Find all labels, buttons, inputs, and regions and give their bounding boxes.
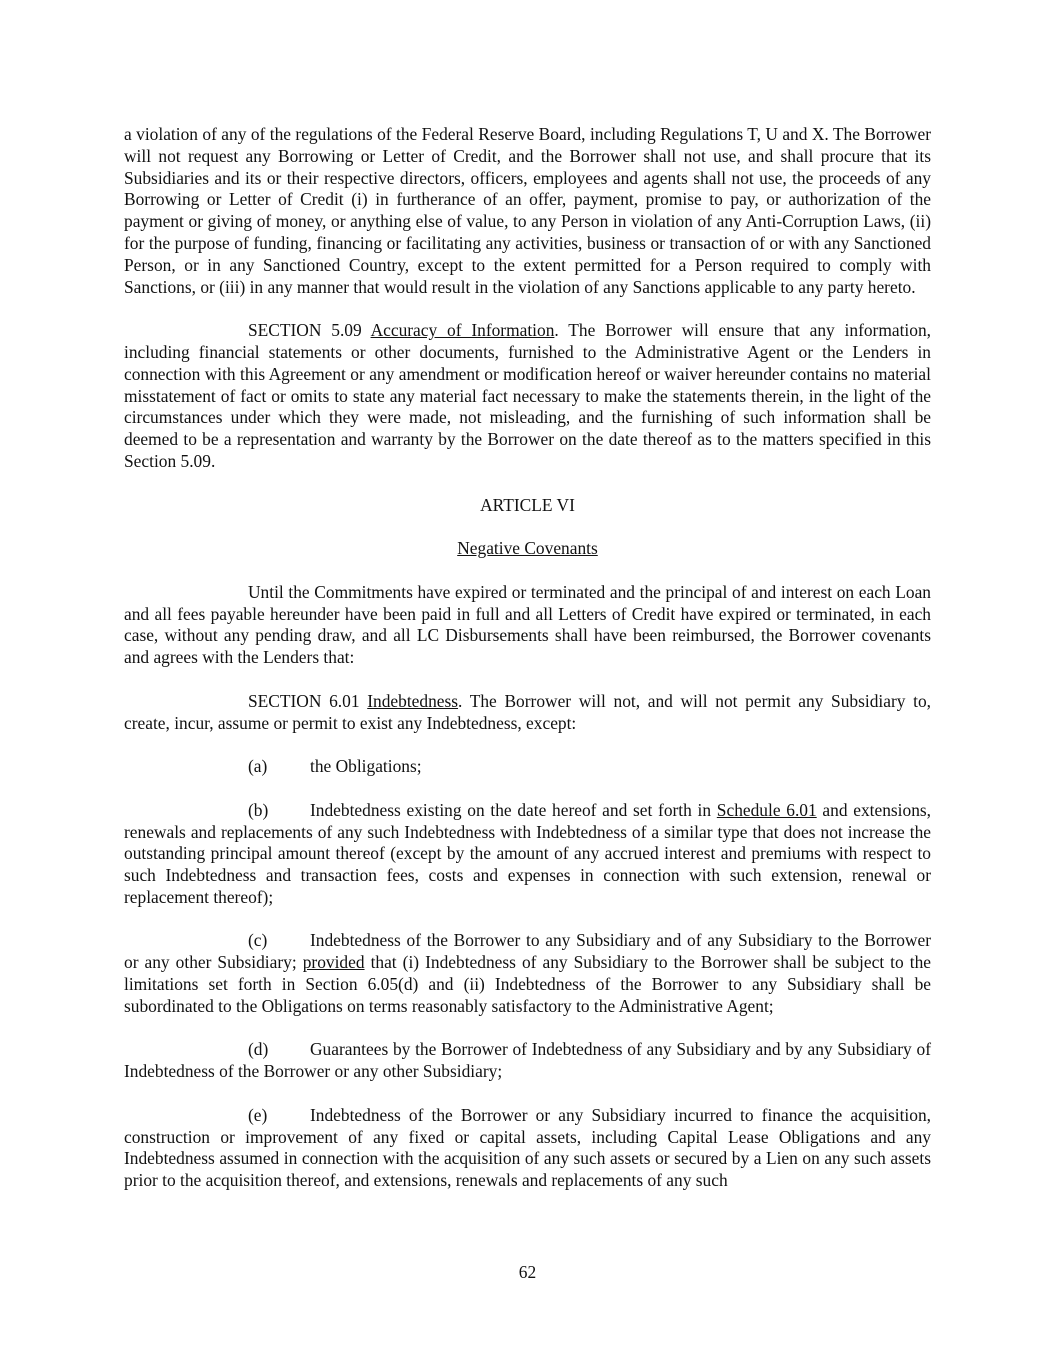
article-title [124, 538, 931, 560]
document-page [124, 124, 931, 1214]
clause-e [124, 1105, 931, 1192]
clause-d [124, 1039, 931, 1083]
article-heading: ARTICLE VI [480, 494, 575, 515]
page-number: 62 [518, 1262, 537, 1282]
article-intro: Until the Commitments have expired or terminated and the principal of and interest on each Loan and all fees payable hereunder have been paid in full and all Letters of Credit have expired or terminated, in each case, without any pending draw, and all LC Disbursements shall have been reimbursed, the Borrower covenants and agrees with the Lenders that: [124, 581, 931, 668]
article-title-text: Negative Covenants [457, 538, 598, 559]
clause-e-text: Indebtedness of the Borrower or any Subsidiary incurred to finance the acquisition, construction or improvement of any fixed or capital assets, including Capital Lease Obligations and any Indebtedness assumed in connection with the acquisition of any such assets or secured by a Lien on any such assets prior to the acquisition thereof, and extensions, renewals and replacements of any such [124, 1104, 931, 1191]
clause-c-text-2: that (i) Indebtedness of any Subsidiary to the Borrower shall be subject to the limitations set forth in Section 6.05(d) and (ii) Indebtedness of the Borrower to any Subsidiary shall be subordinated to the Obligations on terms reasonably satisfactory to the Administrative Agent; [124, 952, 931, 1016]
section-5-09-body: . The Borrower will ensure that any information, including financial statements or other documents, furnished to the Administrative Agent or the Lenders in connection with this Agreement or any amendment or modification hereof or waiver hereunder contains no material misstatement of fact or omits to state any material fact necessary to make the statements therein, in the light of the circumstances under which they were made, not misleading, and the furnishing of such information shall be deemed to be a representation and warranty by the Borrower on the date thereof as to the matters specified in this Section 5.09. [124, 320, 931, 471]
section-6-01-label: SECTION 6.01 [248, 690, 360, 711]
clause-b-label: (b) [248, 799, 269, 820]
clause-d-text: Guarantees by the Borrower of Indebtedness of any Subsidiary and by any Subsidiary of Indebtedness of the Borrower or any other Subsidiary; [124, 1039, 931, 1082]
section-5-09-title: Accuracy of Information [370, 320, 555, 341]
section-6-01-title: Indebtedness [367, 690, 459, 711]
clause-b [124, 800, 931, 909]
section-5-09 [124, 320, 931, 473]
clause-a-label: (a) [248, 756, 268, 777]
section-5-09-label: SECTION 5.09 [248, 320, 362, 341]
clause-e-label: (e) [248, 1104, 268, 1125]
clause-b-text-2: and extensions, renewals and replacements of any such Indebtedness with Indebtedness of a similar type that does not increase the outstanding principal amount thereof (except by the amount of any accrued interest and premiums with respect to such Indebtedness and transaction fees, costs and expenses in connection with such extension, renewal or replacement thereof); [124, 799, 932, 907]
clause-a [124, 756, 931, 778]
clause-d-label: (d) [248, 1039, 269, 1060]
clause-b-text-1: Indebtedness existing on the date hereof and set forth in [310, 799, 717, 820]
schedule-6-01-link: Schedule 6.01 [716, 799, 817, 820]
clause-c [124, 930, 931, 1017]
section-6-01-body: . The Borrower will not, and will not permit any Subsidiary to, create, incur, assume or permit to exist any Indebtedness, except: [124, 690, 931, 733]
clause-c-provided: provided [302, 952, 365, 973]
clause-a-text: the Obligations; [310, 756, 422, 777]
paragraph-use-of-proceeds: a violation of any of the regulations of the Federal Reserve Board, including Regulations T, U and X. The Borrower will not request any Borrowing or Letter of Credit, and the Borrower shall not use, and shall procure that its Subsidiaries and its or their respective directors, officers, employees and agents shall not use, the proceeds of any Borrowing or Letter of Credit (i) in furtherance of an offer, payment, promise to pay, or authorization of the payment or giving of money, or anything else of value, to any Person in violation of any Anti-Corruption Laws, (ii) for the purpose of funding, financing or facilitating any activities, business or transaction of or with any Sanctioned Person, or in any Sanctioned Country, except to the extent permitted for a Person required to comply with Sanctions, or (iii) in any manner that would result in the violation of any Sanctions applicable to any party hereto. [124, 124, 931, 297]
section-6-01 [124, 691, 931, 735]
clause-c-label: (c) [248, 930, 268, 951]
clause-c-text-1: Indebtedness of the Borrower to any Subsidiary and of any Subsidiary to the Borrower or any other Subsidiary; [124, 930, 931, 973]
